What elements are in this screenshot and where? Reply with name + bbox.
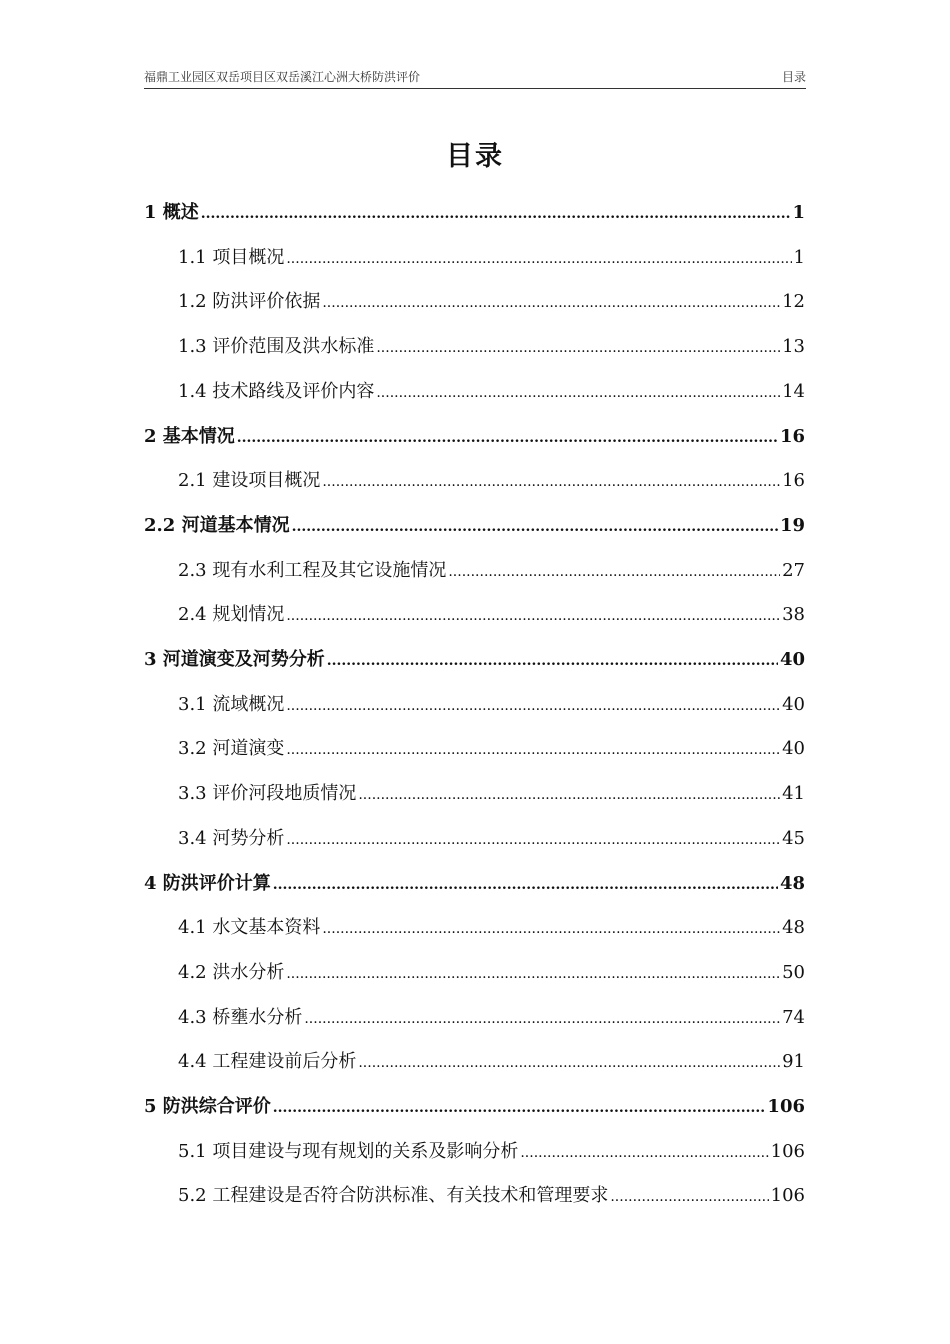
toc-entry-label: 3 河道演变及河势分析	[144, 649, 325, 670]
toc-entry[interactable]	[144, 647, 805, 673]
toc-dot-leader	[286, 246, 791, 272]
toc-dot-leader	[286, 603, 780, 629]
toc-entry-label: 1.4 技术路线及评价内容	[178, 380, 375, 402]
toc-entry[interactable]	[178, 289, 805, 315]
toc-entry-page-number: 106	[767, 1096, 805, 1117]
toc-entry-label: 4 防洪评价计算	[144, 872, 271, 894]
toc-entry-label: 2.1 建设项目概况	[178, 470, 321, 492]
toc-entry-label: 5.2 工程建设是否符合防洪标准、有关技术和管理要求	[178, 1185, 609, 1207]
toc-entry-page-number: 91	[782, 1051, 805, 1073]
toc-dot-leader	[327, 648, 778, 674]
toc-dot-leader	[201, 201, 791, 227]
toc-entry-page-number: 16	[779, 425, 805, 447]
toc-entry-page-number: 50	[782, 961, 805, 983]
toc-entry-label: 3.3 评价河段地质情况	[178, 783, 357, 805]
toc-dot-leader	[273, 1095, 766, 1121]
page-title: 目录	[446, 141, 504, 172]
toc-dot-leader	[610, 1184, 768, 1210]
toc-entry-label: 3.1 流域概况	[178, 693, 285, 715]
toc-entry-label: 1.2 防洪评价依据	[178, 291, 321, 313]
toc-dot-leader	[376, 380, 780, 406]
toc-dot-leader	[376, 335, 780, 361]
toc-entry-label: 2.4 规划情况	[178, 604, 285, 626]
toc-entry-page-number: 27	[782, 559, 805, 581]
toc-dot-leader	[358, 782, 780, 808]
toc-entry-page-number: 74	[782, 1006, 805, 1028]
toc-entry-page-number: 13	[782, 336, 805, 358]
toc-entry-page-number: 19	[779, 514, 805, 536]
toc-entry-label: 3.2 河道演变	[178, 738, 285, 760]
toc-entry-label: 1.3 评价范围及洪水标准	[178, 336, 375, 358]
toc-entry-page-number: 48	[782, 917, 805, 939]
toc-dot-leader	[322, 469, 780, 495]
toc-entry[interactable]	[178, 1005, 805, 1031]
toc-dot-leader	[237, 425, 778, 451]
toc-entry-label: 4.1 水文基本资料	[178, 917, 321, 939]
toc-entry[interactable]	[144, 1094, 805, 1120]
toc-entry-page-number: 1	[792, 202, 805, 223]
toc-entry-label: 3.4 河势分析	[178, 827, 285, 849]
toc-entry-page-number: 45	[782, 827, 805, 849]
toc-dot-leader	[322, 290, 780, 316]
toc-entry[interactable]	[178, 1049, 805, 1075]
toc-entry[interactable]	[178, 960, 805, 986]
toc-entry-page-number: 16	[782, 470, 805, 492]
toc-entry[interactable]	[178, 558, 805, 584]
toc-entry-label: 1 概述	[144, 202, 199, 223]
toc-entry[interactable]	[178, 915, 805, 941]
toc-entry-label: 4.2 洪水分析	[178, 961, 285, 983]
toc-entry-page-number: 14	[782, 380, 805, 402]
toc-dot-leader	[273, 872, 778, 898]
toc-entry-page-number: 38	[782, 604, 805, 626]
toc-entry-page-number: 40	[782, 693, 805, 715]
toc-entry-page-number: 41	[782, 783, 805, 805]
toc-entry[interactable]	[178, 736, 805, 762]
toc-entry-label: 5.1 项目建设与现有规划的关系及影响分析	[178, 1140, 519, 1162]
toc-dot-leader	[520, 1140, 768, 1166]
toc-entry[interactable]	[178, 334, 805, 360]
toc-entry[interactable]	[144, 424, 805, 450]
toc-entry[interactable]	[178, 1139, 805, 1165]
toc-entry-page-number: 40	[779, 649, 805, 670]
toc-entry[interactable]	[144, 871, 805, 897]
toc-entry-label: 2.3 现有水利工程及其它设施情况	[178, 559, 447, 581]
toc-dot-leader	[286, 693, 780, 719]
header-section-name: 目录	[781, 70, 806, 84]
toc-dot-leader	[286, 827, 780, 853]
toc-entry[interactable]	[178, 468, 805, 494]
toc-entry[interactable]	[144, 513, 805, 539]
toc-entry-page-number: 12	[782, 291, 805, 313]
toc-entry-page-number: 48	[779, 872, 805, 894]
toc-dot-leader	[322, 916, 780, 942]
toc-entry-label: 2.2 河道基本情况	[144, 514, 290, 536]
toc-dot-leader	[448, 559, 780, 585]
toc-entry[interactable]	[178, 602, 805, 628]
toc-dot-leader	[358, 1050, 780, 1076]
toc-entry-label: 5 防洪综合评价	[144, 1096, 271, 1117]
toc-entry-label: 4.3 桥壅水分析	[178, 1006, 303, 1028]
toc-entry[interactable]	[178, 781, 805, 807]
toc-entry-page-number: 106	[770, 1185, 805, 1207]
toc-dot-leader	[304, 1006, 780, 1032]
toc-entry[interactable]	[178, 1183, 805, 1209]
toc-entry[interactable]	[178, 826, 805, 852]
toc-dot-leader	[286, 961, 780, 987]
toc-dot-leader	[286, 737, 780, 763]
toc-entry[interactable]	[178, 245, 805, 271]
toc-entry[interactable]	[178, 692, 805, 718]
toc-dot-leader	[292, 514, 778, 540]
toc-entry[interactable]	[144, 200, 805, 226]
toc-entry-page-number: 106	[770, 1140, 805, 1162]
toc-entry[interactable]	[178, 379, 805, 405]
toc-entry-label: 2 基本情况	[144, 425, 235, 447]
header-document-title: 福鼎工业园区双岳项目区双岳溪江心洲大桥防洪评价	[144, 70, 421, 84]
toc-entry-label: 1.1 项目概况	[178, 246, 285, 268]
toc-entry-label: 4.4 工程建设前后分析	[178, 1051, 357, 1073]
toc-entry-page-number: 1	[793, 246, 805, 268]
toc-entry-page-number: 40	[782, 738, 805, 760]
